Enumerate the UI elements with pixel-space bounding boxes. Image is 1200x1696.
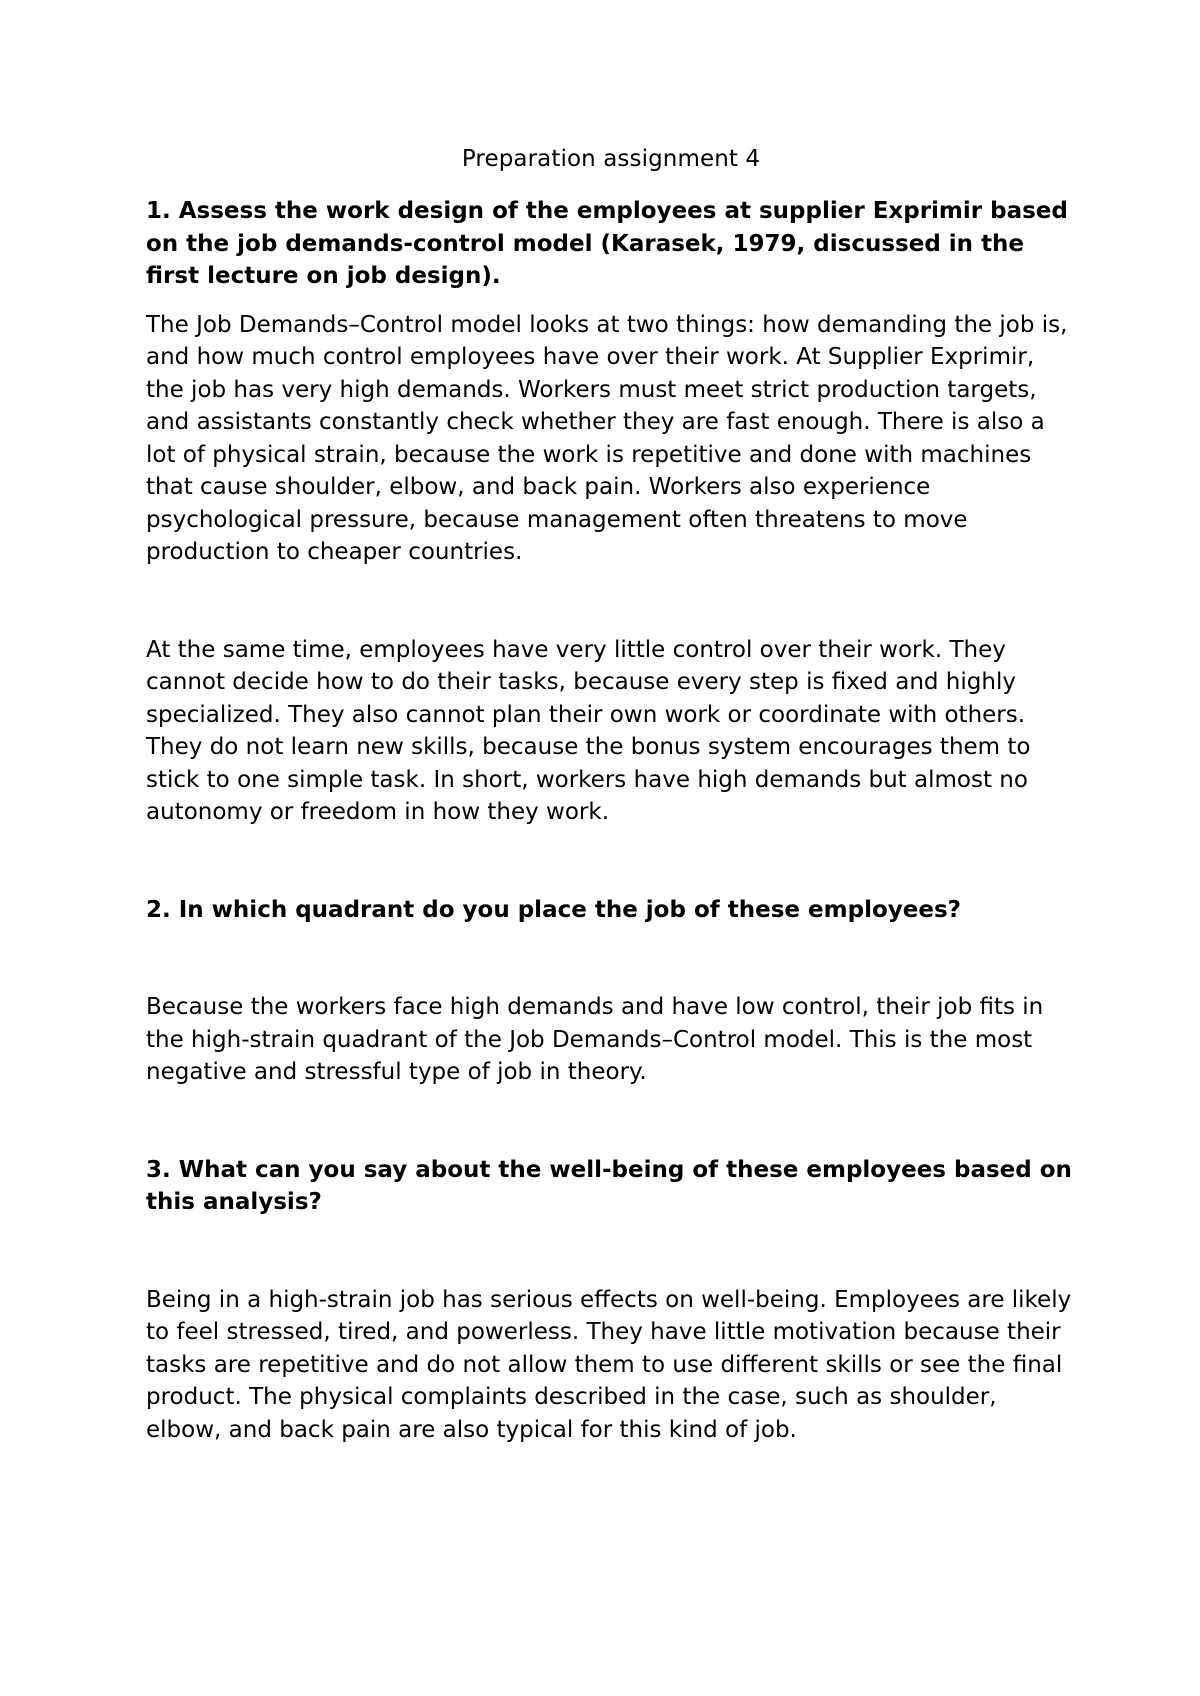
answer-1-paragraph-2: At the same time, employees have very little control over their work. They cannot decide how to do their tasks, because every step is fixed and highly specialized. They also cannot plan their own work or coordinate with others. They do not learn new skills, because the bonus system encourages them to stick to one simple task. In short, workers have high demands but almost no autonomy or freedom in how they work. (146, 636, 1031, 825)
spacer (146, 926, 1076, 991)
document-title: Preparation assignment 4 (461, 146, 761, 172)
spacer (146, 829, 1076, 894)
spacer (146, 1219, 1076, 1284)
spacer (146, 293, 1076, 309)
spacer (146, 1089, 1076, 1154)
question-3: 3. What can you say about the well-being of these employees based on this analysis? (146, 1156, 1072, 1215)
answer-1-paragraph-1: The Job Demands–Control model looks at two things: how demanding the job is, and how much control employees have over their work. At Supplier Exprimir, the job has very high demands. Workers must meet strict production targets, and assistants constantly check whether they are fast enough. There is also a lot of physical strain, because the work is repetitive and done with machines that cause shoulder, elbow, and back pain. Workers also experience psychological pressure, because management often threatens to move production to cheaper countries. (146, 311, 1068, 565)
document-page (146, 143, 1076, 1446)
answer-2: Because the workers face high demands and have low control, their job fits in the high-strain quadrant of the Job Demands–Control model. This is the most negative and stressful type of job in theory. (146, 994, 1044, 1085)
question-1: 1. Assess the work design of the employees at supplier Exprimir based on the job demands-control model (Karasek, 1979, discussed in the first lecture on job design). (146, 198, 1068, 289)
spacer (146, 569, 1076, 634)
answer-3: Being in a high-strain job has serious effects on well-being. Employees are likely to feel stressed, tired, and powerless. They have little motivation because their tasks are repetitive and do not allow them to use different skills or see the final product. The physical complaints described in the case, such as shoulder, elbow, and back pain are also typical for this kind of job. (146, 1286, 1072, 1443)
question-2: 2. In which quadrant do you place the job of these employees? (146, 896, 961, 923)
